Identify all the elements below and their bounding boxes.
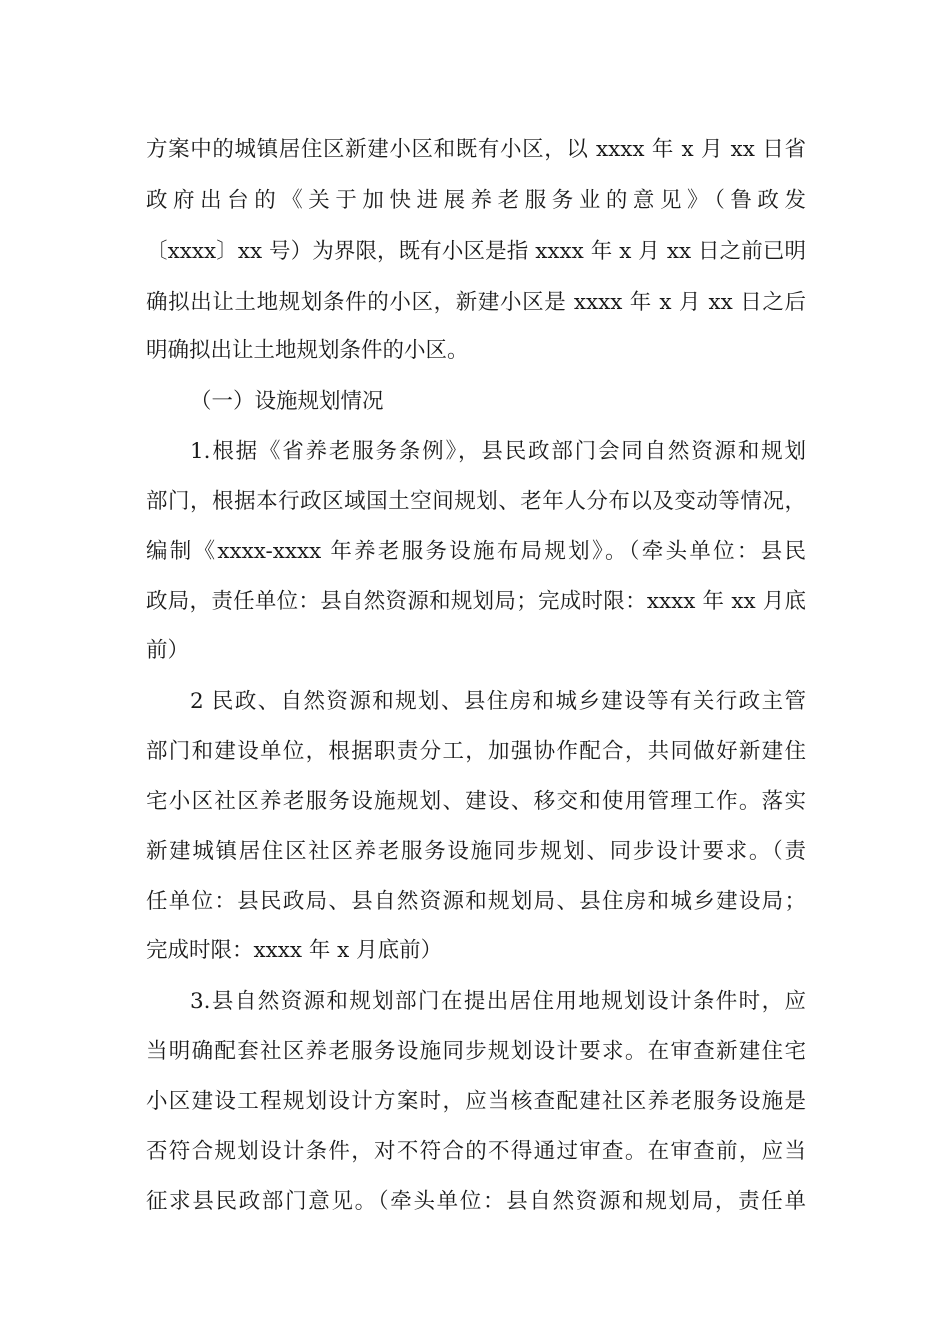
paragraph-line: 否符合规划设计条件，对不符合的不得通过审查。在审查前，应当 [146, 1139, 806, 1164]
paragraph-line: 1.根据《省养老服务条例》，县民政部门会同自然资源和规划 [190, 439, 806, 464]
paragraph-line: 3.县自然资源和规划部门在提出居住用地规划设计条件时，应 [190, 989, 806, 1014]
paragraph-line: 宅小区社区养老服务设施规划、建设、移交和使用管理工作。落实 [146, 789, 806, 814]
paragraph-line: 新建城镇居住区社区养老服务设施同步规划、同步设计要求。（责 [146, 839, 806, 864]
paragraph-line: 〔xxxx〕xx 号）为界限，既有小区是指 xxxx 年 x 月 xx 日之前已明 [146, 239, 806, 264]
paragraph-line: 任单位：县民政局、县自然资源和规划局、县住房和城乡建设局； [146, 889, 806, 914]
paragraph-line: 征求县民政部门意见。（牵头单位：县自然资源和规划局，责任单 [146, 1189, 806, 1214]
paragraph-line: 当明确配套社区养老服务设施同步规划设计要求。在审查新建住宅 [146, 1039, 806, 1064]
paragraph-line: 2 民政、自然资源和规划、县住房和城乡建设等有关行政主管 [190, 689, 806, 714]
paragraph-line: 确拟出让土地规划条件的小区，新建小区是 xxxx 年 x 月 xx 日之后 [146, 290, 806, 315]
paragraph-line: 方案中的城镇居住区新建小区和既有小区，以 xxxx 年 x 月 xx 日省 [146, 137, 806, 162]
paragraph-line: 部门，根据本行政区域国土空间规划、老年人分布以及变动等情况， [146, 489, 806, 514]
paragraph-line: 小区建设工程规划设计方案时，应当核查配建社区养老服务设施是 [146, 1089, 806, 1114]
paragraph-line: 完成时限：xxxx 年 x 月底前） [146, 938, 443, 963]
paragraph-line: 政局，责任单位：县自然资源和规划局；完成时限：xxxx 年 xx 月底 [146, 589, 806, 614]
paragraph-line: 部门和建设单位，根据职责分工，加强协作配合，共同做好新建住 [146, 739, 806, 764]
paragraph-line: 明确拟出让土地规划条件的小区。 [146, 338, 469, 363]
section-heading: （一）设施规划情况 [190, 389, 384, 414]
paragraph-line: 政府出台的《关于加快进展养老服务业的意见》（鲁政发 [146, 188, 806, 213]
paragraph-line: 编制《xxxx-xxxx 年养老服务设施布局规划》。（牵头单位：县民 [146, 539, 806, 564]
paragraph-line: 前） [146, 638, 190, 663]
